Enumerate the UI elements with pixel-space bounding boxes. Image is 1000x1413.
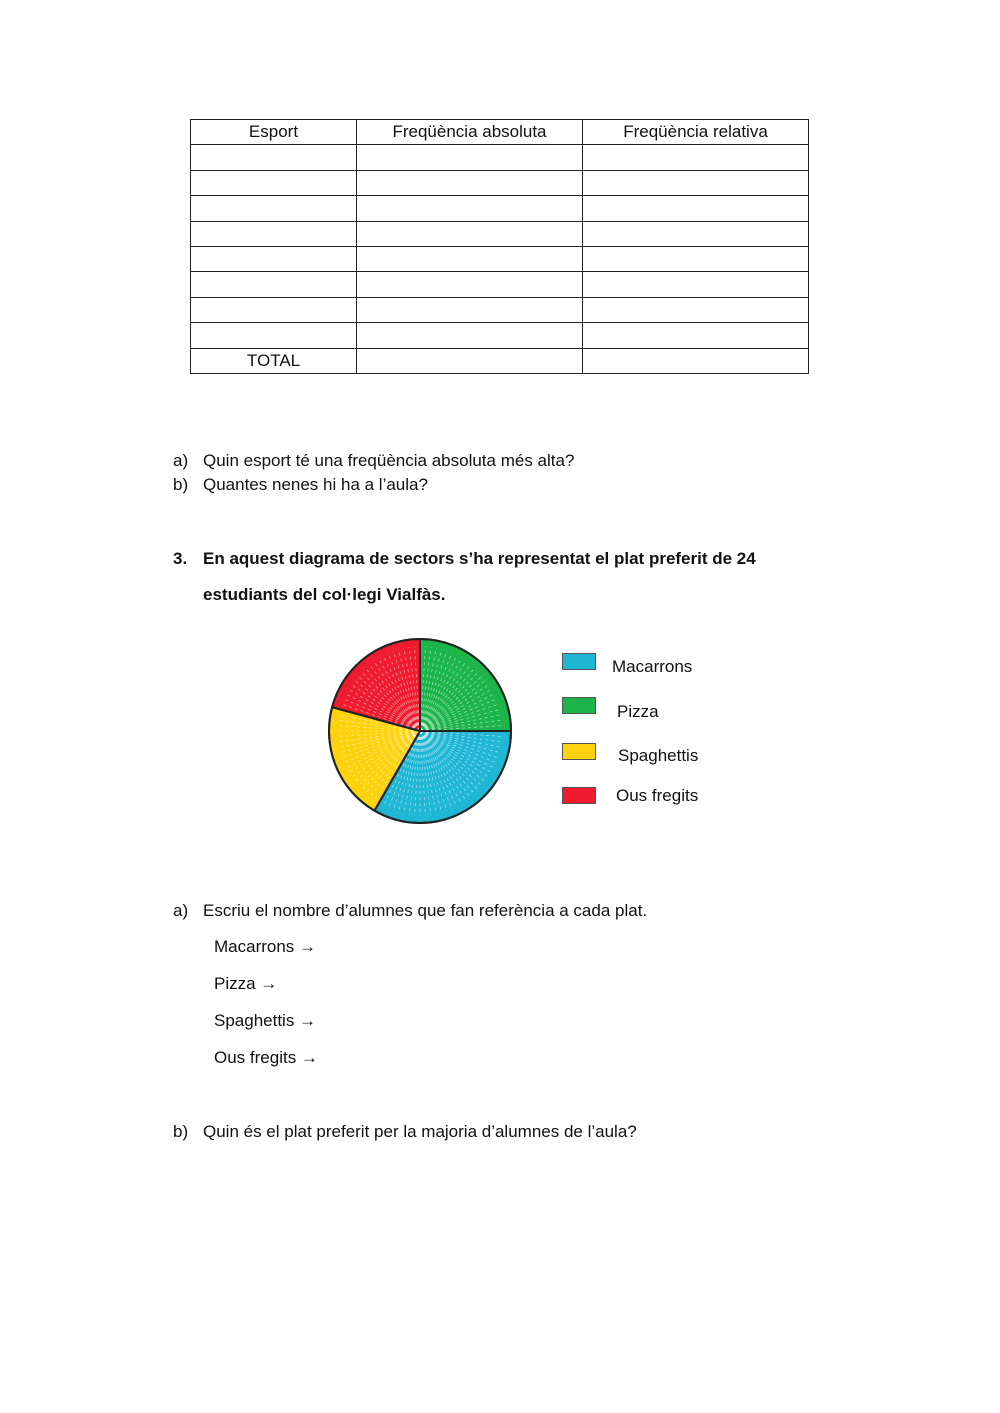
- exercise-number: 3.: [173, 549, 188, 568]
- table-cell[interactable]: [583, 323, 809, 348]
- frequency-table: [190, 119, 809, 374]
- table-cell[interactable]: [191, 145, 357, 170]
- table-cell[interactable]: [357, 221, 583, 246]
- legend-swatch-ous-fregits: [562, 787, 596, 804]
- table-cell[interactable]: [191, 323, 357, 348]
- table-cell[interactable]: [583, 297, 809, 322]
- total-label: TOTAL: [191, 348, 357, 373]
- table-cell[interactable]: [357, 348, 583, 373]
- table-row[interactable]: [191, 170, 809, 195]
- legend-label-macarrons: Macarrons: [612, 657, 693, 676]
- exercise-line-2: estudiants del col·legi Vialfàs.: [203, 585, 446, 604]
- question-a-letter: a): [173, 451, 189, 470]
- table-cell[interactable]: [583, 170, 809, 195]
- table-cell[interactable]: [583, 272, 809, 297]
- table-row[interactable]: [191, 323, 809, 348]
- table-row[interactable]: [191, 221, 809, 246]
- header-freq-absoluta: Freqüència absoluta: [357, 120, 583, 145]
- table-cell[interactable]: [357, 170, 583, 195]
- question-3a-text: Escriu el nombre d’alumnes que fan referència a cada plat.: [203, 901, 648, 920]
- header-freq-relativa: Freqüència relativa: [583, 120, 809, 145]
- table-cell[interactable]: [583, 221, 809, 246]
- table-cell[interactable]: [357, 145, 583, 170]
- table-row[interactable]: [191, 246, 809, 271]
- table-cell[interactable]: [191, 170, 357, 195]
- question-3b-text: Quin és el plat preferit per la majoria d’alumnes de l’aula?: [203, 1122, 637, 1141]
- question-3b-letter: b): [173, 1122, 189, 1141]
- dish-answer-macarrons[interactable]: Macarrons →: [214, 937, 317, 956]
- pie-chart: [320, 630, 520, 830]
- legend-label-spaghettis: Spaghettis: [618, 746, 699, 765]
- dish-answer-spaghettis[interactable]: Spaghettis →: [214, 1011, 317, 1030]
- table-cell[interactable]: [191, 196, 357, 221]
- legend-swatch-macarrons: [562, 653, 596, 670]
- table-cell[interactable]: [191, 272, 357, 297]
- question-a-text: Quin esport té una freqüència absoluta més alta?: [203, 451, 575, 470]
- table-cell[interactable]: [583, 246, 809, 271]
- table-total-row[interactable]: [191, 348, 809, 373]
- header-esport: Esport: [191, 120, 357, 145]
- table-cell[interactable]: [357, 246, 583, 271]
- legend-label-ous-fregits: Ous fregits: [616, 786, 699, 805]
- table-cell[interactable]: [191, 221, 357, 246]
- exercise-line-1: En aquest diagrama de sectors s’ha representat el plat preferit de 24: [203, 549, 756, 568]
- table-cell[interactable]: [357, 323, 583, 348]
- question-b-letter: b): [173, 475, 189, 494]
- table-cell[interactable]: [357, 297, 583, 322]
- table-cell[interactable]: [583, 145, 809, 170]
- table-row[interactable]: [191, 297, 809, 322]
- table-row[interactable]: [191, 272, 809, 297]
- table-row[interactable]: [191, 196, 809, 221]
- dish-answer-ous-fregits[interactable]: Ous fregits →: [214, 1048, 318, 1067]
- legend-label-pizza: Pizza: [617, 702, 659, 721]
- table-cell[interactable]: [583, 348, 809, 373]
- table-cell[interactable]: [583, 196, 809, 221]
- table-cell[interactable]: [191, 246, 357, 271]
- table-cell[interactable]: [191, 297, 357, 322]
- table-header-row: [191, 120, 809, 145]
- table-row[interactable]: [191, 145, 809, 170]
- question-b-text: Quantes nenes hi ha a l’aula?: [203, 475, 428, 494]
- legend-swatch-pizza: [562, 697, 596, 714]
- table-cell[interactable]: [357, 196, 583, 221]
- legend-swatch-spaghettis: [562, 743, 596, 760]
- table-cell[interactable]: [357, 272, 583, 297]
- question-3a-letter: a): [173, 901, 189, 920]
- dish-answer-pizza[interactable]: Pizza →: [214, 974, 278, 993]
